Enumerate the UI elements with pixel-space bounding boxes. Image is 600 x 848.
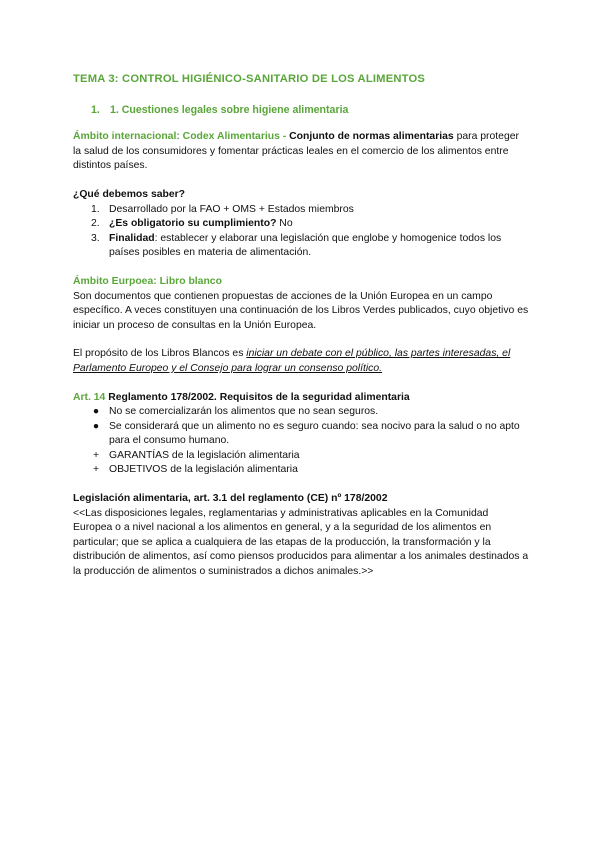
legislacion-section — [73, 492, 529, 580]
europeo-heading: Ámbito Eurpoea: Libro blanco — [73, 275, 222, 287]
list-item — [73, 203, 529, 218]
legislacion-text: <<Las disposiciones legales, reglamentarias y administrativas aplicables en la Comunidad Europea o a nivel nacional a los alimentos en general, y a la seguridad de los alimentos en particular; que se aplica a cualquiera de las etapas de la producción, la transformación y la distribución de alimentos, así como piensos producidos para alimentar a los animales destinados a la producción de alimentos o suministrados a dichos animales.>> — [73, 507, 529, 578]
list-item — [73, 217, 529, 232]
saber-section — [73, 188, 529, 261]
list-number: 1. — [91, 203, 100, 215]
codex-heading: Ámbito internacional: Codex Alimentarius - — [73, 131, 290, 143]
document-content — [73, 72, 529, 580]
list-number: 3. — [91, 232, 100, 244]
art14-heading-prefix: Art. 14 — [73, 391, 109, 403]
list-text: Desarrollado por la FAO + OMS + Estados miembros — [109, 203, 354, 215]
list-item — [73, 420, 529, 449]
list-item — [73, 449, 529, 464]
list-text: No — [276, 218, 293, 230]
list-text: No se comercializarán los alimentos que no sean seguros. — [109, 406, 379, 418]
list-item — [73, 405, 529, 420]
art14-list — [73, 405, 529, 478]
art14-heading-text: Reglamento 178/2002. Requisitos de la seguridad alimentaria — [108, 391, 410, 403]
proposito-text: El propósito de los Libros Blancos es — [73, 348, 247, 360]
bullet-icon: ● — [92, 420, 100, 432]
page-title: TEMA 3: CONTROL HIGIÉNICO-SANITARIO DE LOS ALIMENTOS — [73, 73, 426, 85]
list-text: OBJETIVOS de la legislación alimentaria — [109, 464, 298, 476]
bullet-icon: ● — [92, 406, 100, 418]
list-number: 2. — [91, 218, 100, 230]
europeo-text: Son documentos que contienen propuestas de acciones de la Unión Europea en un campo específico. A veces constituyen una continuación de los Libros Verdes publicados, cuyo objetivo es iniciar un proceso de consultas en la Unión Europea. — [73, 290, 529, 331]
list-bold: ¿Es obligatorio su cumplimiento? — [109, 218, 277, 230]
codex-bold: Conjunto de normas alimentarias — [289, 131, 454, 143]
codex-paragraph — [73, 130, 529, 174]
saber-heading: ¿Qué debemos saber? — [73, 188, 186, 200]
europeo-section — [73, 275, 529, 333]
plus-icon: + — [92, 449, 100, 461]
list-bold: Finalidad — [109, 232, 155, 244]
section-number: 1. — [91, 103, 100, 116]
section-heading — [91, 103, 529, 118]
proposito-paragraph — [73, 347, 529, 376]
list-item — [73, 232, 529, 261]
legislacion-heading: Legislación alimentaria, art. 3.1 del reglamento (CE) nº 178/2002 — [73, 493, 388, 505]
list-text: : establecer y elaborar una legislación que englobe y homogenice todos los países posibles en materia de alimentación. — [109, 232, 502, 259]
saber-list — [73, 203, 529, 261]
proposito-link-text: iniciar un debate con el público, las partes interesadas, el Parlamento Europeo y el Consejo para lograr un consenso político. — [73, 348, 511, 374]
list-text: GARANTÍAS de la legislación alimentaria — [109, 449, 300, 461]
plus-icon: + — [92, 464, 100, 476]
section-title: 1. Cuestiones legales sobre higiene alimentaria — [109, 103, 349, 116]
codex-text: para proteger la salud de los consumidores y fomentar prácticas leales en el comercio de los alimentos entre distintos países. — [73, 131, 519, 172]
art14-heading — [73, 391, 529, 406]
list-item — [73, 463, 529, 478]
art14-section — [73, 391, 529, 479]
list-text: Se considerará que un alimento no es seguro cuando: sea nocivo para la salud o no apto para el consumo humano. — [109, 420, 520, 447]
